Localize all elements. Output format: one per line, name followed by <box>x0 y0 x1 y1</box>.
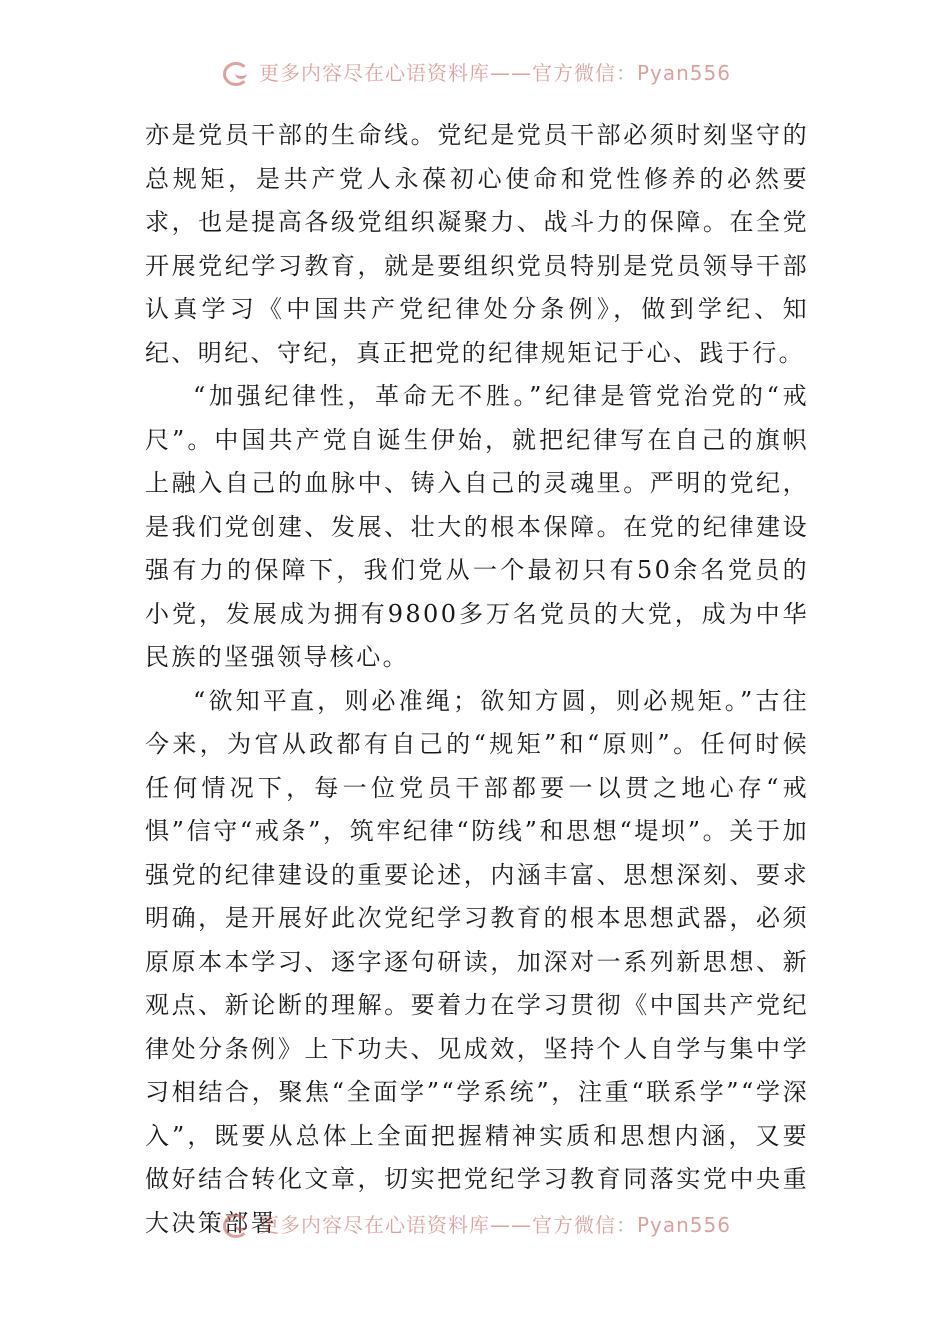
watermark-banner-top <box>0 56 950 86</box>
logo-icon <box>219 1211 253 1235</box>
logo-icon <box>219 59 253 83</box>
watermark-text: 更多内容尽在心语资料库——官方微信：Pyan556 <box>258 1212 731 1237</box>
paragraph: “加强纪律性，革命无不胜。”纪律是管党治党的“戒尺”。中国共产党自诞生伊始，就把纪律写在自己的旗帜上融入自己的血脉中、铸入自己的灵魂里。严明的党纪，是我们党创建、发展、壮大的根本保障。在党的纪律建设强有力的保障下，我们党从一个最初只有50余名党员的小党，发展成为拥有9800多万名党员的大党，成为中华民族的坚强领导核心。 <box>145 382 809 671</box>
watermark-text: 更多内容尽在心语资料库——官方微信：Pyan556 <box>258 60 731 85</box>
document-body <box>145 114 809 1245</box>
watermark-banner-bottom <box>0 1208 950 1238</box>
paragraph: “欲知平直，则必准绳；欲知方圆，则必规矩。”古往今来，为官从政都有自己的“规矩”和“原则”。任何时候任何情况下，每一位党员干部都要一以贯之地心存“戒惧”信守“戒条”，筑牢纪律“防线”和思想“堤坝”。关于加强党的纪律建设的重要论述，内涵丰富、思想深刻、要求明确，是开展好此次党纪学习教育的根本思想武器，必须原原本本学习、逐字逐句研读，加深对一系列新思想、新观点、新论断的理解。要着力在学习贯彻《中国共产党纪律处分条例》上下功夫、见成效，坚持个人自学与集中学习相结合，聚焦“全面学”“学系统”，注重“联系学”“学深入”，既要从总体上全面把握精神实质和思想内涵，又要做好结合转化文章，切实把党纪学习教育同落实党中央重大决策部署 <box>145 686 809 1237</box>
paragraph: 亦是党员干部的生命线。党纪是党员干部必须时刻坚守的总规矩，是共产党人永葆初心使命和党性修养的必然要求，也是提高各级党组织凝聚力、战斗力的保障。在全党开展党纪学习教育，就是要组织党员特别是党员领导干部认真学习《中国共产党纪律处分条例》，做到学纪、知纪、明纪、守纪，真正把党的纪律规矩记于心、践于行。 <box>145 121 809 367</box>
